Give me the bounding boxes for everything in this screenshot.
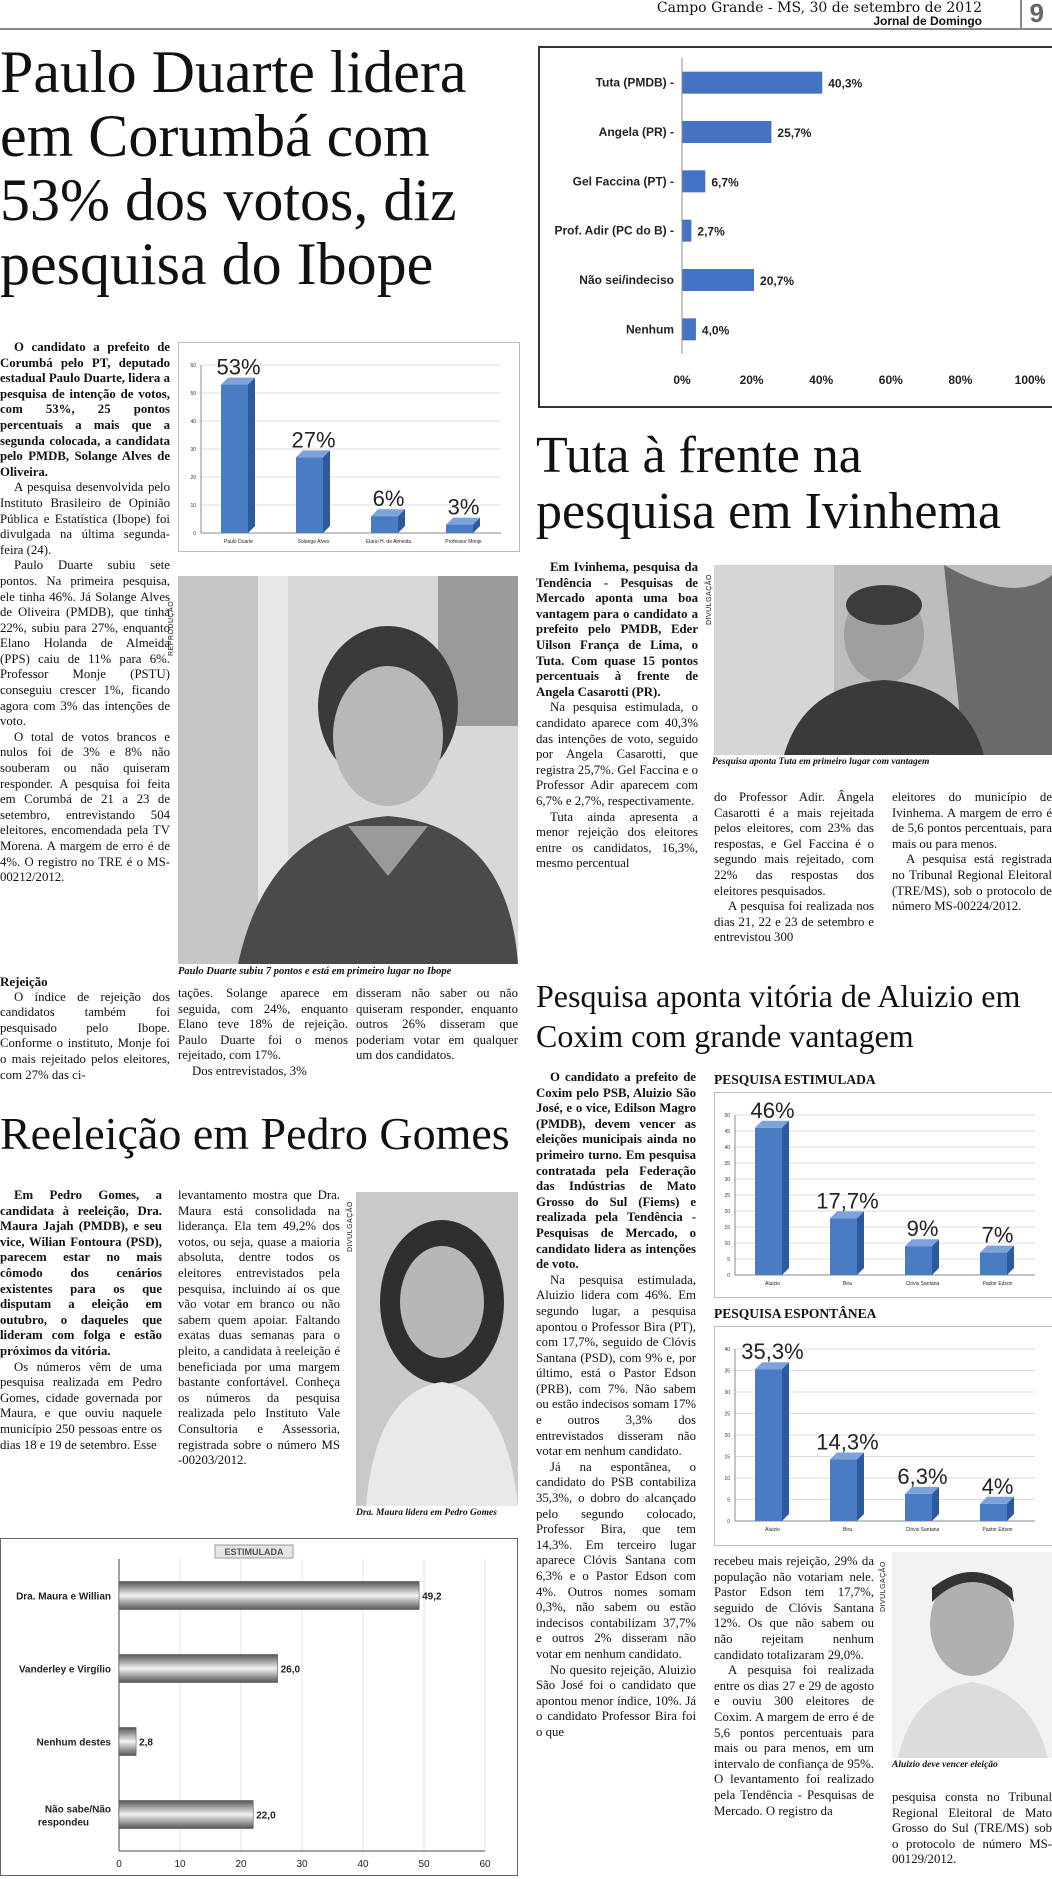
- x-tick-label: 80%: [948, 373, 973, 387]
- ivinhema-chart-frame: [538, 46, 1052, 408]
- corumba-col1-bottom: [0, 970, 170, 1083]
- corumba-chart: [179, 343, 519, 551]
- bar: [446, 525, 473, 533]
- corumba-photo-credit: REPRODUÇÃO: [168, 600, 175, 656]
- person-photo-icon: [892, 1552, 1052, 1758]
- corumba-photo-caption: Paulo Duarte subiu 7 pontos e está em primeiro lugar no Ibope: [178, 966, 452, 977]
- x-tick-label: 10: [174, 1859, 186, 1870]
- bar: [682, 220, 691, 242]
- y-tick-label: 40: [724, 1145, 730, 1151]
- bar: [755, 1128, 782, 1275]
- corumba-col1-top: [0, 340, 170, 886]
- corumba-lead: O candidato a prefeito de Corumbá pelo PT, deputado estadual Paulo Duarte, lidera a pesquisa de intenção de votos, com 53%, 25 pontos percentuais a mais que a segunda colocada, a candidata pelo PMDB, Solange Alves de Oliveira.: [0, 340, 170, 479]
- coxim-col3: [892, 1790, 1052, 1868]
- coxim-espontanea-chart: [715, 1327, 1052, 1545]
- coxim-espontanea-frame: [714, 1326, 1052, 1546]
- coxim-candidate-photo: [892, 1552, 1052, 1758]
- corumba-col3: [356, 986, 518, 1064]
- bar: [830, 1460, 857, 1521]
- data-label: 20,7%: [760, 274, 795, 288]
- category-label: Nenhum destes: [36, 1737, 111, 1749]
- category-label: Prof. Adir (PC do B) -: [554, 223, 674, 238]
- y-tick-label: 10: [724, 1476, 730, 1482]
- category-label: Vanderley e Virgílio: [18, 1664, 111, 1676]
- data-label: 17,7%: [816, 1188, 879, 1214]
- pedro-gomes-col1: [0, 1188, 162, 1453]
- data-label: 9%: [906, 1216, 939, 1242]
- bar: [682, 318, 696, 340]
- y-tick-label: 20: [190, 475, 196, 481]
- pedro-gomes-headline: Reeleição em Pedro Gomes: [0, 1108, 510, 1159]
- x-tick-label: Aluizio: [765, 1281, 780, 1287]
- pedro-gomes-p2: levantamento mostra que Dra. Maura está consolidada na liderança. Ela tem 49,2% dos votos, ou seja, quase a maioria absoluta, dentre todos os eleitores entrevistados pela pesquisa, incluindo aí os que vão votar em branco ou não sabem quem apoiar. Faltando exatas duas semanas para o pleito, a candidata à reeleição é beneficiada por uma margem bastante confortável. Conheça os números da pesquisa realizada pelo Instituto Vale Consultoria e Assessoria, registrada sobre o número MS -00203/2012.: [178, 1188, 340, 1468]
- y-tick-label: 50: [190, 391, 196, 397]
- category-label: respondeu: [37, 1817, 89, 1829]
- ivinhema-p1: Na pesquisa estimulada, o candidato aparece com 40,3% das intenções de voto, seguido por Angela Casarotti, que registra 25,7%. Gel Faccina e o Professor Adir aparecem com 6,7% e 2,7%, respectivamente.: [536, 700, 698, 808]
- y-tick-label: 20: [724, 1209, 730, 1215]
- y-tick-label: 35: [724, 1368, 730, 1375]
- bar-side: [323, 450, 330, 533]
- x-tick-label: Elano H. de Almeida: [365, 539, 412, 545]
- coxim-lead: O candidato a prefeito de Coxim pelo PSB, Aluizio São José, e o vice, Edilson Magro (PMDB), devem vencer as eleições municipais ainda no primeiro turno. Em pesquisa contratada pela Federação das Indústrias de Mato Grosso do Sul (Fiems) e realizada pela Tendência - Pesquisas de Mercado, o candidato lidera as intenções de voto.: [536, 1070, 696, 1272]
- data-label: 25,7%: [777, 126, 812, 140]
- x-tick-label: 20%: [739, 373, 764, 387]
- x-tick-label: 0: [116, 1859, 122, 1870]
- pedro-gomes-chart: [1, 1539, 517, 1875]
- category-label: Gel Faccina (PT) -: [572, 174, 674, 189]
- x-tick-label: 20: [235, 1859, 247, 1870]
- x-tick-label: 0%: [673, 373, 691, 387]
- bar-side: [248, 378, 255, 533]
- pedro-gomes-p1: Os números vêm de uma pesquisa realizada em Pedro Gomes, cidade governada por Maura, e que ouviu naquele município 250 pessoas entre os dias 18 e 19 de setembro. Esse: [0, 1359, 162, 1452]
- ivinhema-candidate-photo: [714, 565, 1052, 755]
- chart-title: ESTIMULADA: [224, 1547, 284, 1557]
- coxim-photo-credit: DIVULGAÇÃO: [880, 1561, 887, 1612]
- x-tick-label: 60%: [878, 373, 903, 387]
- y-tick-label: 0: [727, 1519, 730, 1525]
- person-photo-icon: [178, 576, 518, 964]
- x-tick-label: 50: [418, 1859, 430, 1870]
- ivinhema-col2: [714, 790, 874, 946]
- data-label: 26,0: [280, 1664, 301, 1676]
- bar: [119, 1655, 278, 1683]
- y-tick-label: 0: [193, 531, 196, 537]
- data-label: 4%: [981, 1473, 1014, 1499]
- pedro-gomes-chart-frame: [0, 1538, 518, 1876]
- ivinhema-col3: [892, 790, 1052, 915]
- data-label: 22,0: [256, 1810, 276, 1822]
- ivinhema-lead: Em Ivinhema, pesquisa da Tendência - Pesquisas de Mercado aponta uma boa vantagem para o candidato a prefeito pelo PMDB, Eder Uilson França de Lima, o Tuta. Com quase 15 pontos percentuais à frente de Angela Casarotti (PR).: [536, 560, 698, 699]
- bar: [119, 1801, 253, 1829]
- coxim-p2: Já na espontânea, o candidato do PSB contabiliza 35,3%, o dobro do alcançado pelo segundo colocado, Professor Bira, que tem 14,3%. Em terceiro lugar aparece Clóvis Santana com 6,3% e o Pastor Edson com 4%. Outros nomes somam 0,3%, não sabem ou estão indecisos contabilizam 37,7% e outros 2% disseram não votar em nenhum candidato.: [536, 1459, 696, 1661]
- coxim-p5: A pesquisa foi realizada entre os dias 27 e 29 de agosto e ouviu 300 eleitores de Coxim. A margem de erro é de 5,6 pontos percentuais para mais ou para menos, em um intervalo de confiança de 95%. O levantamento foi realizado pela Tendência - Pesquisas de Mercado. O registro da: [714, 1663, 874, 1818]
- pedro-gomes-candidate-photo: [356, 1192, 518, 1506]
- bar: [682, 269, 754, 291]
- corumba-p6: Dos entrevistados, 3%: [192, 1063, 307, 1078]
- bar: [119, 1582, 419, 1610]
- x-tick-label: Paulo Duarte: [223, 539, 254, 545]
- x-tick-label: 30: [296, 1859, 308, 1870]
- data-label: 49,2: [422, 1591, 442, 1603]
- ivinhema-photo-caption: Pesquisa aponta Tuta em primeiro lugar com vantagem: [712, 757, 930, 767]
- bar: [755, 1369, 782, 1521]
- coxim-estimulada-frame: [714, 1092, 1052, 1298]
- x-tick-label: 40: [357, 1859, 369, 1870]
- bar-side: [857, 1211, 864, 1275]
- pedro-gomes-photo-caption: Dra. Maura lidera em Pedro Gomes: [356, 1508, 497, 1518]
- y-tick-label: 20: [724, 1433, 730, 1439]
- data-label: 6%: [372, 486, 405, 512]
- y-tick-label: 5: [727, 1497, 730, 1504]
- y-tick-label: 0: [727, 1273, 730, 1279]
- y-tick-label: 30: [724, 1390, 730, 1396]
- x-tick-label: Pastor Edson: [982, 1281, 1013, 1287]
- bar: [980, 1504, 1007, 1521]
- corumba-subhead: Rejeição: [0, 974, 48, 989]
- category-label: Dra. Maura e Willian: [16, 1591, 111, 1603]
- data-label: 6,7%: [711, 175, 739, 190]
- bar: [980, 1253, 1007, 1275]
- coxim-estimulada-chart: [715, 1093, 1052, 1297]
- corumba-p1: A pesquisa desenvolvida pelo Instituto Brasileiro de Opinião Pública e Estatística (Ibope) foi divulgada na última segunda-feira (24).: [0, 480, 170, 557]
- category-label: Não sabe/Não: [44, 1804, 111, 1816]
- pedro-gomes-col2: [178, 1188, 340, 1469]
- coxim-p4: recebeu mais rejeição, 29% da população não votariam nele. Pastor Edson tem 17,7%, seguido de Clóvis Santana 12%. Os que não sabem ou não rejeitam nenhum candidato totalizaram 29,0%.: [714, 1554, 874, 1662]
- x-tick-label: Clóvis Santana: [905, 1527, 940, 1533]
- bar-side: [782, 1362, 789, 1521]
- ivinhema-p6: A pesquisa está registrada no Tribunal Regional Eleitoral (TRE/MS), sob o protocolo de número MS-00224/2012.: [892, 852, 1052, 914]
- coxim-label-estimulada: PESQUISA ESTIMULADA: [714, 1072, 876, 1087]
- x-tick-label: Pastor Edson: [982, 1527, 1013, 1533]
- bar-side: [857, 1453, 864, 1521]
- data-label: 53%: [216, 354, 261, 380]
- x-tick-label: Bira: [843, 1281, 852, 1287]
- y-tick-label: 10: [190, 503, 196, 509]
- bar: [221, 385, 248, 533]
- data-label: 14,3%: [816, 1429, 879, 1455]
- corumba-chart-frame: [178, 342, 520, 552]
- bar: [371, 516, 398, 533]
- y-tick-label: 10: [724, 1241, 730, 1247]
- person-photo-icon: [356, 1192, 518, 1506]
- x-tick-label: Aluizio: [765, 1527, 780, 1533]
- y-tick-label: 30: [190, 447, 196, 453]
- coxim-p3: No quesito rejeição, Aluizio São José foi o candidato que apontou menor índice, 10%. Já o candidato Professor Bira foi o que: [536, 1662, 696, 1739]
- ivinhema-p2: Tuta ainda apresenta a menor rejeição dos eleitores entre os candidatos, 16,3%, mesmo percentual: [536, 809, 698, 871]
- y-tick-label: 25: [724, 1193, 730, 1199]
- bar: [682, 72, 822, 94]
- corumba-p4: O índice de rejeição dos candidatos também foi pesquisado pelo Ibope. Conforme o instituto, Monje foi o mais rejeitado pelos eleitores, com 27% das ci-: [0, 989, 170, 1082]
- page-header: [0, 0, 1052, 30]
- ivinhema-photo-credit: DIVULGAÇÃO: [706, 574, 713, 625]
- y-tick-label: 30: [724, 1177, 730, 1183]
- y-tick-label: 50: [724, 1113, 730, 1119]
- y-tick-label: 45: [724, 1129, 730, 1135]
- y-tick-label: 35: [724, 1161, 730, 1167]
- x-tick-label: 60: [479, 1859, 491, 1870]
- pedro-gomes-lead: Em Pedro Gomes, a candidata à reeleição, Dra. Maura Jajah (PMDB), e seu vice, Wilian Fontoura (PSD), parecem estar no mais cômodo dos cenários existentes para os que disputam a eleição em outubro, o daqueles que lideram com folga e estão próximos da vitória.: [0, 1188, 162, 1358]
- bar: [905, 1246, 932, 1275]
- corumba-p3: O total de votos brancos e nulos foi de 3% e 8% não souberam ou não quiseram responder. A pesquisa foi feita em Corumbá de 21 a 23 de setembro, entrevistando 504 eleitores, encomendada pela TV Morena. A margem de erro é de 4%. O registro no TRE é o MS-00212/2012.: [0, 729, 170, 885]
- data-label: 2,8: [139, 1737, 153, 1749]
- category-label: Tuta (PMDB) -: [595, 75, 674, 90]
- coxim-headline: Pesquisa aponta vitória de Aluizio em Coxim com grande vantagem: [536, 978, 1021, 1054]
- y-tick-label: 15: [724, 1225, 730, 1231]
- corumba-p2: Paulo Duarte subiu sete pontos. Na primeira pesquisa, ele tinha 46%. Já Solange Alves de Oliveira (PMDB), que tinha 22%, subiu para 27%, enquanto Elano Holanda de Almeida (PPS) caiu de 11% para 6%. Professor Monje (PSTU) conseguiu crescer 1%, ficando agora com 3% das intenções de voto.: [0, 558, 170, 729]
- data-label: 27%: [291, 427, 336, 453]
- data-label: 46%: [750, 1097, 795, 1123]
- y-tick-label: 25: [724, 1411, 730, 1418]
- y-tick-label: 60: [190, 363, 196, 369]
- page-number: 9: [1020, 0, 1044, 29]
- y-tick-label: 40: [724, 1347, 730, 1353]
- corumba-headline: Paulo Duarte lidera em Corumbá com 53% dos votos, diz pesquisa do Ibope: [0, 39, 467, 297]
- x-tick-label: Clóvis Santana: [905, 1281, 940, 1287]
- y-tick-label: 5: [727, 1257, 730, 1263]
- category-label: Não sei/indeciso: [579, 273, 674, 287]
- x-tick-label: Solange Alves: [297, 539, 330, 545]
- data-label: 3%: [447, 494, 480, 520]
- bar: [296, 457, 323, 533]
- data-label: 2,7%: [697, 224, 725, 239]
- x-tick-label: Bira: [843, 1527, 852, 1533]
- y-tick-label: 40: [190, 419, 196, 425]
- corumba-p7: disseram não saber ou não quiseram responder, enquanto outros 26% disseram que poderiam votar em qualquer um dos candidatos.: [356, 986, 518, 1063]
- data-label: 6,3%: [897, 1463, 948, 1489]
- bar-side: [782, 1121, 789, 1275]
- category-label: Angela (PR) -: [598, 125, 674, 139]
- data-label: 35,3%: [741, 1339, 804, 1365]
- bar: [830, 1218, 857, 1275]
- bar: [682, 121, 771, 143]
- coxim-p6: pesquisa consta no Tribunal Regional Eleitoral de Mato Grosso do Sul (TRE/MS) sob o protocolo de número MS-00129/2012.: [892, 1790, 1052, 1867]
- header-date: Campo Grande - MS, 30 de setembro de 2012: [656, 0, 982, 16]
- coxim-col1: [536, 1070, 696, 1741]
- category-label: Nenhum: [626, 322, 674, 337]
- data-label: 4,0%: [701, 323, 730, 338]
- ivinhema-p3: do Professor Adir. Ângela Casarotti é a mais rejeitada pelos eleitores, com 23% das respostas, e Gel Faccina é o segundo mais rejeitado, com 22% das respostas dos eleitores pesquisados.: [714, 790, 874, 898]
- header-paper-name: Jornal de Domingo: [873, 14, 982, 28]
- ivinhema-headline: Tuta à frente na pesquisa em Ivinhema: [536, 427, 1001, 540]
- x-tick-label: 40%: [809, 373, 834, 387]
- ivinhema-p4: A pesquisa foi realizada nos dias 21, 22 e 23 de setembro e entrevistou 300: [714, 899, 874, 945]
- bar: [682, 170, 705, 192]
- data-label: 7%: [981, 1222, 1014, 1248]
- person-photo-icon: [714, 565, 1052, 755]
- corumba-p5: tações. Solange aparece em seguida, com 24%, enquanto Elano teve 18% de rejeição. Paulo Duarte foi o menos rejeitado, com 17%.: [178, 986, 348, 1063]
- coxim-photo-caption: Aluizio deve vencer eleição: [892, 1760, 998, 1770]
- y-tick-label: 15: [724, 1454, 730, 1461]
- corumba-candidate-photo: [178, 576, 518, 964]
- pedro-gomes-photo-credit: DIVULGAÇÃO: [347, 1201, 354, 1252]
- ivinhema-col1: [536, 560, 698, 872]
- bar: [119, 1728, 136, 1756]
- coxim-label-espontanea: PESQUISA ESPONTÂNEA: [714, 1306, 877, 1321]
- bar: [905, 1494, 932, 1521]
- x-tick-label: Professor Monje: [445, 539, 482, 545]
- ivinhema-chart: [540, 48, 1052, 406]
- ivinhema-p5: eleitores do município de Ivinhema. A margem de erro é de 5,6 pontos percentuais, para mais ou para menos.: [892, 790, 1052, 851]
- coxim-col2: [714, 1554, 874, 1819]
- corumba-col2: [178, 986, 348, 1080]
- x-tick-label: 100%: [1014, 373, 1046, 387]
- data-label: 40,3%: [828, 76, 863, 91]
- coxim-p1: Na pesquisa estimulada, Aluizio lidera com 46%. Em segundo lugar, a pesquisa apontou o Professor Bira (PT), com 17,7%, seguido de Clóvis Santana (PSD), com 9% e, por último, está o Pastor Edson (PRB), com 7%. Não sabem ou estão indecisos somam 17% e outros 3,3% dos entrevistados disseram não votar em nenhum candidato.: [536, 1272, 696, 1459]
